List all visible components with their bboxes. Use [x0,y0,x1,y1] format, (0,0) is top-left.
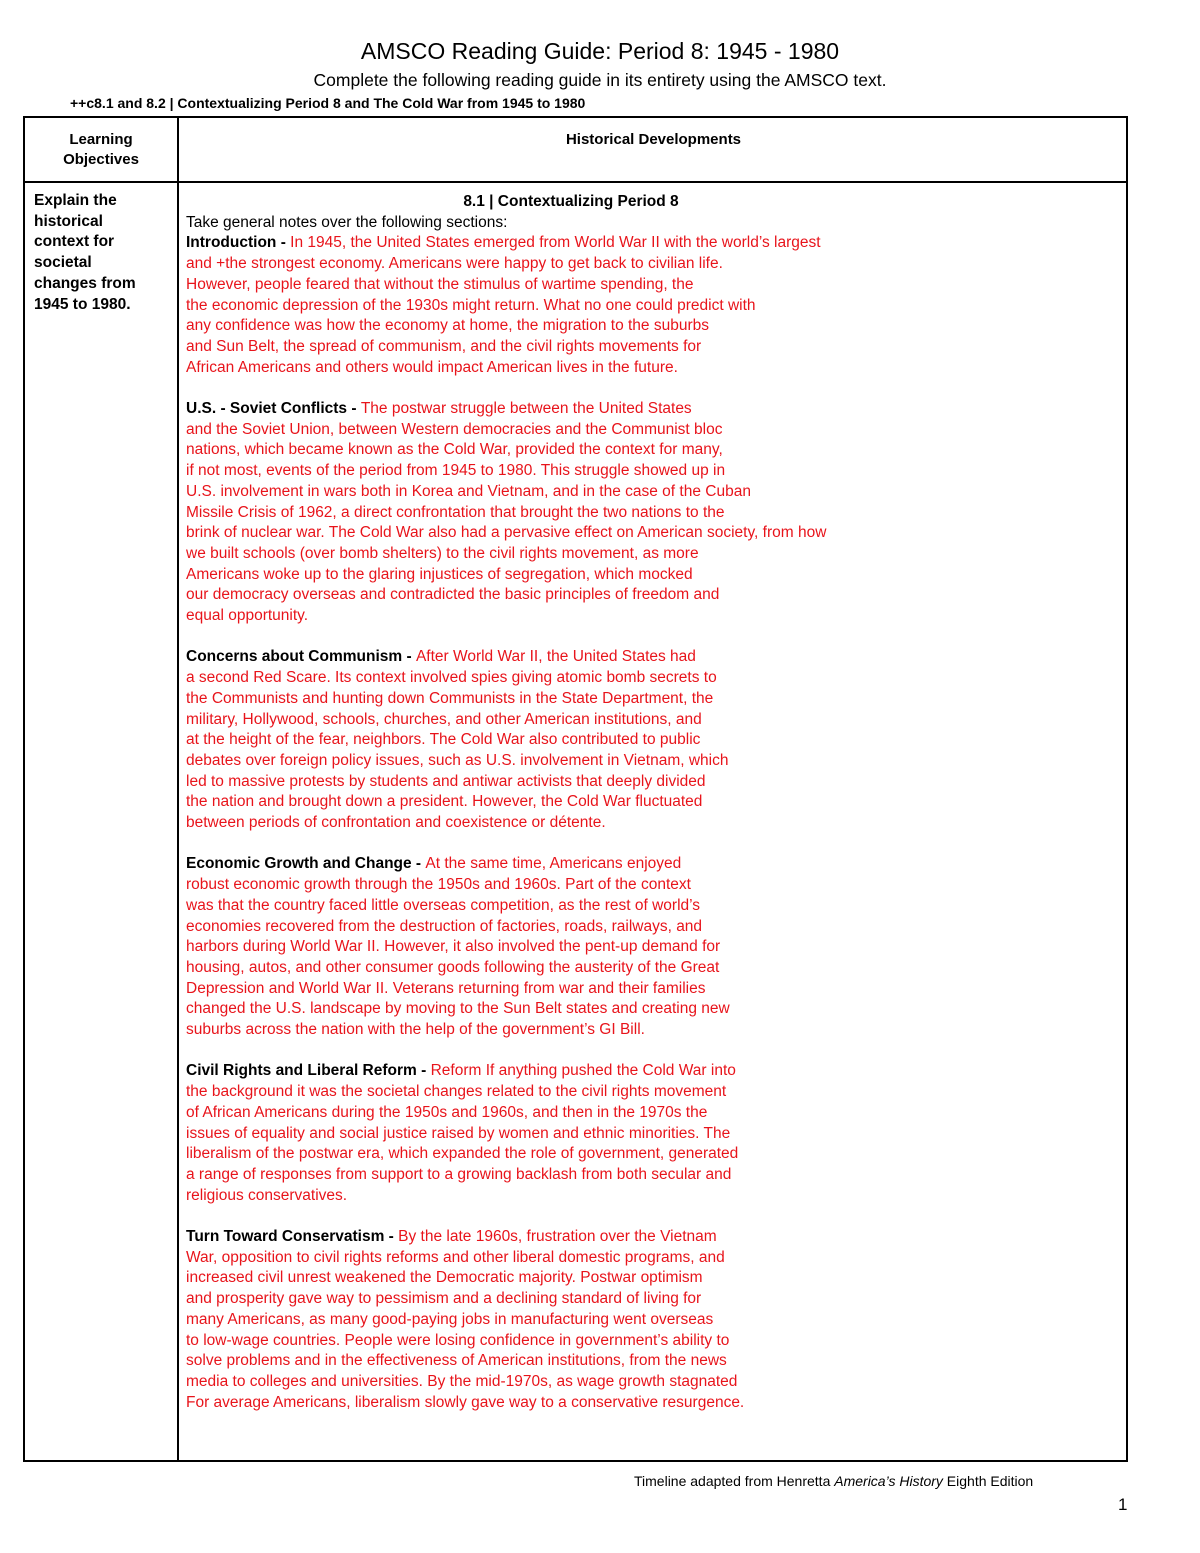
note-line: housing, autos, and other consumer goods following the austerity of the Great [186,958,720,976]
note-text: Reform If anything pushed the Cold War into [430,1062,736,1080]
note-line [186,647,1126,668]
note-paragraph [186,233,1126,378]
footer-note-prefix: Timeline adapted from Henretta [634,1473,835,1489]
objective-line: context for [34,233,115,251]
note-line: Missile Crisis of 1962, a direct confrontation that brought the two nations to the [186,503,725,521]
note-line: was that the country faced little overseas competition, as the rest of world’s [186,896,701,914]
note-line: and prosperity gave way to pessimism and a declining standard of living for [186,1290,702,1308]
note-line: religious conservatives. [186,1186,348,1204]
page-number: 1 [1118,1495,1128,1514]
note-line: a range of responses from support to a growing backlash from both secular and [186,1165,732,1183]
note-line: debates over foreign policy issues, such as U.S. involvement in Vietnam, which [186,751,729,769]
note-line: brink of nuclear war. The Cold War also had a pervasive effect on American society, from how [186,524,827,542]
note-line: and +the strongest economy. Americans were happy to get back to civilian life. [186,255,723,273]
note-line: issues of equality and social justice raised by women and ethnic minorities. The [186,1124,731,1142]
note-line: and the Soviet Union, between Western democracies and the Communist bloc [186,420,723,438]
note-line: liberalism of the postwar era, which expanded the role of government, generated [186,1145,739,1163]
note-line [186,1061,1126,1082]
note-line: changed the U.S. landscape by moving to the Sun Belt states and creating new [186,1000,730,1018]
note-line: to low-wage countries. People were losing confidence in government’s ability to [186,1331,730,1349]
note-line: nations, which became known as the Cold War, provided the context for many, [186,441,723,459]
footer-note-book-title: America’s History [834,1473,943,1489]
note-text: The postwar struggle between the United States [360,400,692,418]
note-paragraph [186,647,1126,833]
note-line [186,854,1126,875]
note-line: between periods of confrontation and coexistence or détente. [186,814,606,832]
note-paragraph [186,1227,1126,1413]
note-line: of African Americans during the 1950s and 1960s, and then in the 1970s the [186,1103,708,1121]
note-line: military, Hollywood, schools, churches, and other American institutions, and [186,710,702,728]
note-text: After World War II, the United States had [415,648,696,666]
note-paragraph [186,399,1126,627]
section-label: ++c8.1 and 8.2 | Contextualizing Period 8 and The Cold War from 1945 to 1980 [70,95,586,111]
objective-line: historical [34,212,103,230]
note-line: However, people feared that without the stimulus of wartime spending, the [186,275,694,293]
note-line: and Sun Belt, the spread of communism, and the civil rights movements for [186,337,702,355]
note-line: equal opportunity. [186,607,309,625]
reading-guide-table [23,116,1128,1462]
note-line: U.S. involvement in wars both in Korea and Vietnam, and in the case of the Cuban [186,482,751,500]
page-title: AMSCO Reading Guide: Period 8: 1945 - 1980 [360,38,840,64]
note-heading: Concerns about Communism - [186,648,416,666]
objective-line: 1945 to 1980. [34,295,131,313]
note-line: War, opposition to civil rights reforms and other liberal domestic programs, and [186,1248,725,1266]
learning-objectives-header [25,130,177,170]
note-line [186,399,1126,420]
note-heading: Civil Rights and Liberal Reform - [186,1062,431,1080]
header-divider [25,181,1126,183]
historical-developments-header: Historical Developments [565,131,742,148]
notes-content [186,192,1126,1434]
note-line: the background it was the societal changes related to the civil rights movement [186,1083,727,1101]
note-line: the Communists and hunting down Communists in the State Department, the [186,689,714,707]
note-heading: Introduction - [186,234,291,252]
note-line: Americans woke up to the glaring injustices of segregation, which mocked [186,565,693,583]
objective-line: Explain the [34,192,117,209]
header-line: Objectives [63,151,139,168]
note-line: our democracy overseas and contradicted the basic principles of freedom and [186,586,720,604]
note-heading: Economic Growth and Change - [186,855,426,873]
footer-note [634,1471,1033,1491]
note-text: In 1945, the United States emerged from World War II with the world’s largest [290,234,821,252]
note-line: led to massive protests by students and antiwar activists that deeply divided [186,772,706,790]
note-line: Depression and World War II. Veterans returning from war and their families [186,979,706,997]
note-line: we built schools (over bomb shelters) to the civil rights movement, as more [186,544,699,562]
note-line: suburbs across the nation with the help of the government’s GI Bill. [186,1021,645,1039]
note-line [186,1227,1126,1248]
note-line: robust economic growth through the 1950s and 1960s. Part of the context [186,876,691,894]
notes-paragraphs [186,233,1126,1413]
note-line: African Americans and others would impact American lives in the future. [186,358,678,376]
note-line: if not most, events of the period from 1945 to 1980. This struggle showed up in [186,462,726,480]
section-heading: 8.1 | Contextualizing Period 8 [463,193,679,210]
page-subtitle: Complete the following reading guide in its entirety using the AMSCO text. [313,70,887,90]
note-line: increased civil unrest weakened the Democratic majority. Postwar optimism [186,1269,703,1287]
objective-line: changes from [34,274,136,292]
column-divider [177,118,179,1460]
header-line: Learning [69,131,133,148]
note-text: At the same time, Americans enjoyed [425,855,682,873]
note-line: For average Americans, liberalism slowly gave way to a conservative resurgence. [186,1393,745,1411]
note-line: many Americans, as many good-paying jobs in manufacturing went overseas [186,1310,714,1328]
note-heading: U.S. - Soviet Conflicts - [186,400,361,418]
note-line: media to colleges and universities. By the mid-1970s, as wage growth stagnated [186,1373,738,1390]
note-paragraph [186,1061,1126,1206]
note-line: a second Red Scare. Its context involved spies giving atomic bomb secrets to [186,669,717,687]
note-line: harbors during World War II. However, it also involved the pent-up demand for [186,938,721,956]
instructions: Take general notes over the following sections: [186,213,508,231]
objective-line: societal [34,254,92,272]
note-paragraph [186,854,1126,1040]
note-line: the nation and brought down a president. However, the Cold War fluctuated [186,793,703,811]
note-line: the economic depression of the 1930s might return. What no one could predict with [186,296,756,314]
note-line: solve problems and in the effectiveness of American institutions, from the news [186,1352,727,1370]
note-line: economies recovered from the destruction of factories, roads, railways, and [186,917,703,935]
footer-note-suffix: Eighth Edition [942,1473,1034,1489]
note-text: By the late 1960s, frustration over the Vietnam [398,1228,717,1246]
note-line: any confidence was how the economy at home, the migration to the suburbs [186,317,709,335]
note-heading: Turn Toward Conservatism - [186,1228,399,1246]
note-line [186,233,1126,254]
note-line: at the height of the fear, neighbors. The Cold War also contributed to public [186,731,701,749]
